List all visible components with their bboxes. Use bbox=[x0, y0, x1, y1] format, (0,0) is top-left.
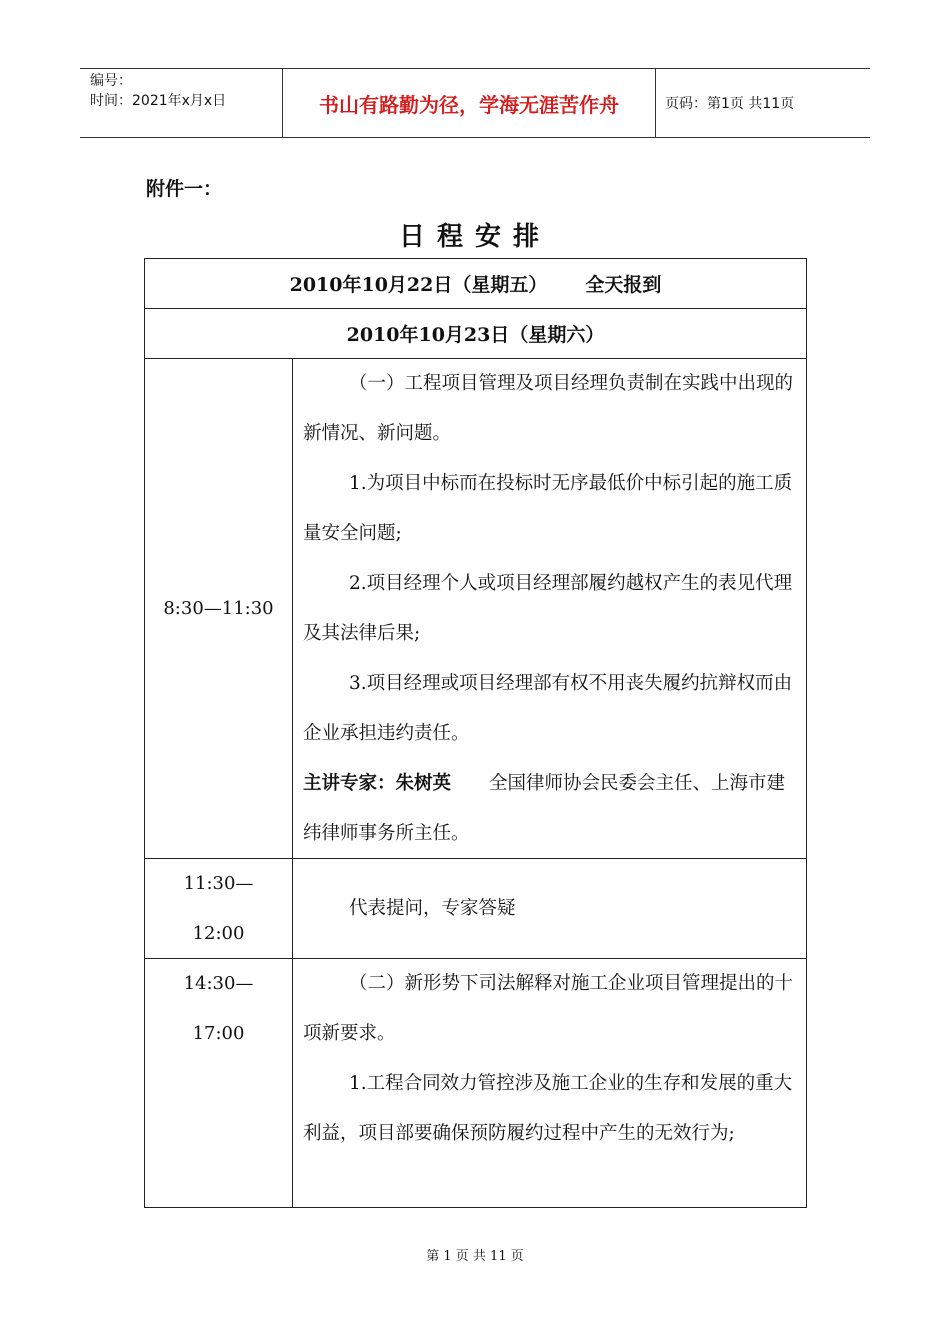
day2-row bbox=[145, 309, 806, 359]
date-label: 时间：2021年x月x日 bbox=[90, 93, 227, 109]
day1-date: 2010年10月22日（星期五） bbox=[289, 274, 548, 296]
session2-time-start: 11:30— bbox=[183, 873, 254, 894]
session3-time-start: 14:30— bbox=[183, 973, 254, 994]
day2-date: 2010年10月23日（星期六） bbox=[346, 324, 605, 346]
session1-heading: （一）工程项目管理及项目经理负责制在实践中出现的新情况、新问题。 bbox=[303, 373, 794, 444]
session1-expert bbox=[303, 759, 796, 859]
session1-item2: 2.项目经理个人或项目经理部履约越权产生的表见代理及其法律后果; bbox=[303, 573, 793, 644]
session3-item1: 1.工程合同效力管控涉及施工企业的生存和发展的重大利益，项目部要确保预防履约过程中产生的无效行为; bbox=[303, 1073, 793, 1144]
page-footer: 第 1 页 共 11 页 bbox=[426, 1249, 524, 1264]
session3-time-end: 17:00 bbox=[192, 1023, 245, 1044]
document-header bbox=[80, 68, 870, 138]
session2-row bbox=[145, 859, 806, 959]
session1-content bbox=[293, 359, 806, 858]
session3-content bbox=[293, 959, 806, 1207]
attachment-label: 附件一： bbox=[146, 178, 223, 200]
session3-time bbox=[145, 959, 293, 1207]
session1-row bbox=[145, 359, 806, 859]
header-page-info: 页码：第1页 共11页 bbox=[665, 96, 795, 112]
day1-note: 全天报到 bbox=[585, 274, 662, 296]
header-motto: 书山有路勤为径，学海无涯苦作舟 bbox=[282, 69, 656, 137]
session2-time-end: 12:00 bbox=[192, 923, 245, 944]
session3-heading: （二）新形势下司法解释对施工企业项目管理提出的十项新要求。 bbox=[303, 973, 794, 1044]
expert-desc: 全国律师协会民委会主任、上海市建纬律师事务所主任。 bbox=[303, 773, 786, 844]
session2-text: 代表提问，专家答疑 bbox=[349, 898, 516, 919]
session2-content bbox=[293, 859, 806, 958]
session3-row bbox=[145, 959, 806, 1207]
session1-time: 8:30—11:30 bbox=[145, 359, 293, 858]
expert-label: 主讲专家：朱树英 bbox=[303, 773, 452, 794]
session1-item1: 1.为项目中标而在投标时无序最低价中标引起的施工质量安全问题; bbox=[303, 473, 793, 544]
session2-time bbox=[145, 859, 293, 958]
schedule-table bbox=[144, 258, 807, 1208]
header-meta bbox=[80, 69, 282, 137]
day1-row bbox=[145, 259, 806, 309]
serial-label: 编号： bbox=[90, 73, 132, 89]
page-title: 日程安排 bbox=[398, 222, 551, 252]
session1-item3: 3.项目经理或项目经理部有权不用丧失履约抗辩权而由企业承担违约责任。 bbox=[303, 673, 793, 744]
